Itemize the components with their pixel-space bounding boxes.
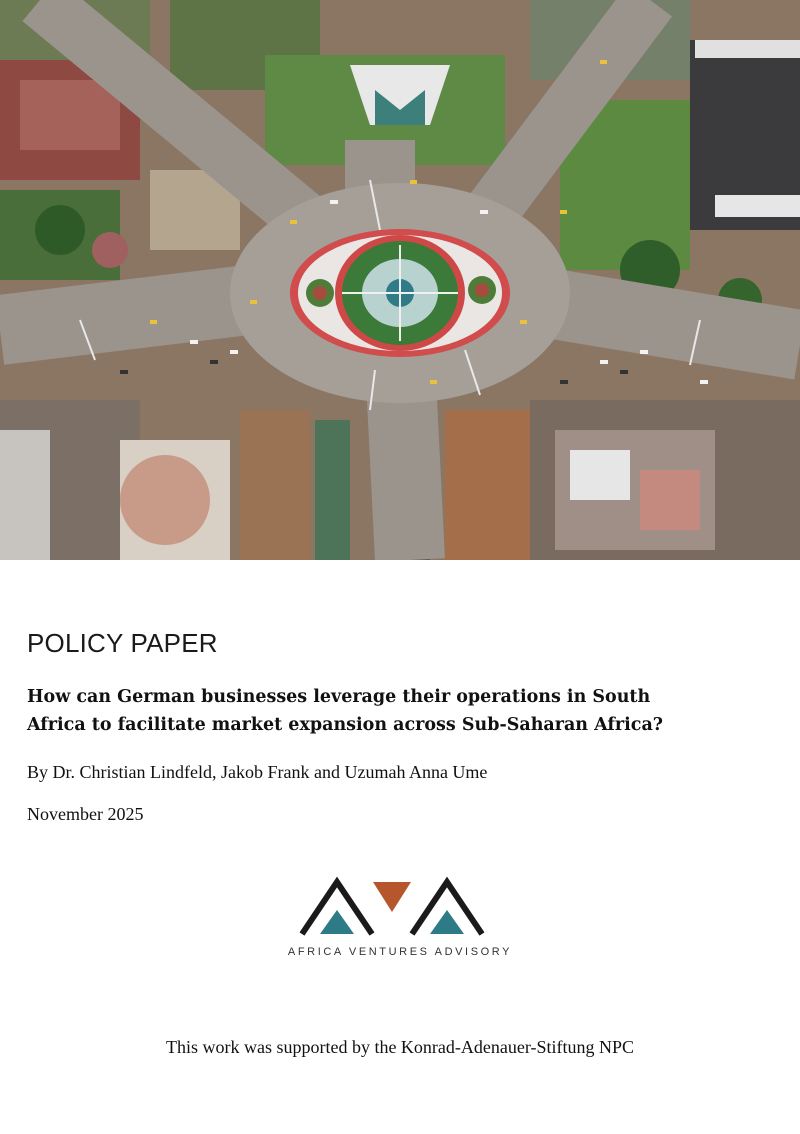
paper-title: How can German businesses leverage their operations in South Africa to facilitate market expansion across Sub-Saharan Africa? [27, 687, 664, 735]
document-type-label: POLICY PAPER [27, 628, 218, 658]
funding-acknowledgement: This work was supported by the Konrad-Adenauer-Stiftung NPC [165, 1037, 635, 1057]
logo-caption: AFRICA VENTURES ADVISORY [287, 946, 513, 958]
publication-date: November 2025 [27, 804, 144, 824]
authors-line: By Dr. Christian Lindfeld, Jakob Frank and Uzumah Anna Ume [27, 762, 488, 782]
ava-logo-mark [280, 876, 520, 946]
cover-photo [0, 0, 800, 560]
aerial-roundabout-image [0, 0, 800, 560]
